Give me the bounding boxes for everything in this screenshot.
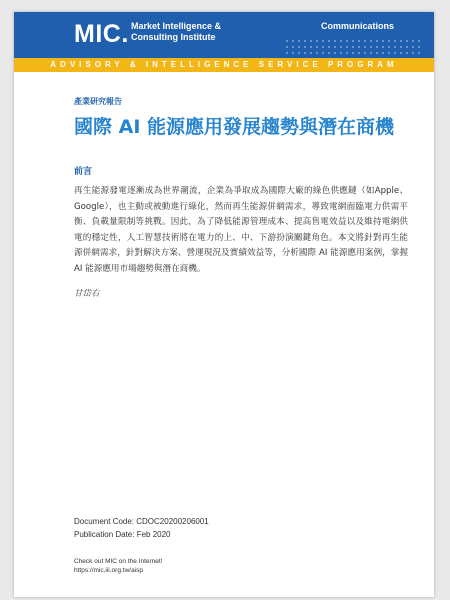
document-code: Document Code: CDOC20200206001 bbox=[74, 517, 209, 526]
footer-note-line1: Check out MIC on the Internet! bbox=[74, 558, 163, 565]
footer-note bbox=[74, 557, 163, 575]
category-label: Communications bbox=[320, 21, 394, 31]
program-banner: ADVISORY & INTELLIGENCE SERVICE PROGRAM bbox=[14, 58, 434, 72]
preface-heading: 前言 bbox=[74, 167, 93, 177]
header-banner bbox=[14, 12, 434, 58]
author-name: 甘岱右 bbox=[74, 289, 100, 299]
organization-name bbox=[131, 21, 221, 43]
organization-name-line1: Market Intelligence & bbox=[131, 21, 222, 31]
mic-logo: MIC. bbox=[74, 20, 129, 48]
publication-date: Publication Date: Feb 2020 bbox=[74, 530, 171, 539]
organization-name-line2: Consulting Institute bbox=[131, 32, 216, 42]
footer-url-link[interactable]: https://mic.iii.org.tw/aisp bbox=[74, 567, 143, 574]
report-type-label: 產業研究報告 bbox=[74, 97, 122, 106]
dot-pattern bbox=[284, 38, 424, 56]
report-title: 國際 AI 能源應用發展趨勢與潛在商機 bbox=[74, 116, 395, 138]
report-page bbox=[14, 12, 434, 597]
preface-body: 再生能源發電逐漸成為世界潮流，企業為爭取成為國際大廠的綠色供應鏈（如Apple、Google），也主動或被動進行綠化，然而再生能源併網需求，導致電網面臨電力供需平衡、負載量限制等挑戰。因此，為了降低能源管理成本、提高售電效益以及維持電網供電的穩定性，人工智慧技術將在電力的上、中、下游扮演關鍵角色。本文將針對再生能源併網需求，針對解決方案、營運現況及實績效益等，分析國際 AI 能源應用案例，掌握 AI 能源應用市場趨勢與潛在商機。 bbox=[74, 186, 408, 274]
